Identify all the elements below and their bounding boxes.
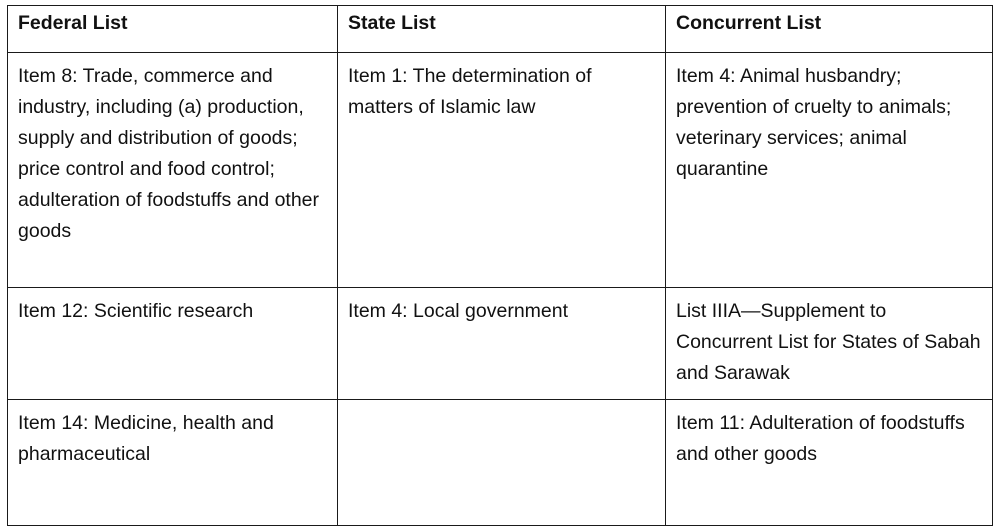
federal-list-cell: Item 12: Scientific research	[8, 288, 338, 400]
table-row	[8, 288, 993, 400]
concurrent-list-cell: Item 4: Animal husbandry; prevention of cruelty to animals; veterinary services; animal quarantine	[666, 53, 993, 288]
state-list-cell: Item 4: Local government	[338, 288, 666, 400]
federal-list-cell: Item 14: Medicine, health and pharmaceutical	[8, 400, 338, 526]
legislative-lists-table-container	[7, 5, 992, 525]
header-federal-list: Federal List	[8, 6, 338, 53]
table-row	[8, 53, 993, 288]
concurrent-list-cell: List IIIA—Supplement to Concurrent List for States of Sabah and Sarawak	[666, 288, 993, 400]
table-header-row	[8, 6, 993, 53]
state-list-cell: Item 1: The determination of matters of Islamic law	[338, 53, 666, 288]
federal-list-cell: Item 8: Trade, commerce and industry, including (a) production, supply and distribution of goods; price control and food control; adulteration of foodstuffs and other goods	[8, 53, 338, 288]
state-list-cell	[338, 400, 666, 526]
concurrent-list-cell: Item 11: Adulteration of foodstuffs and other goods	[666, 400, 993, 526]
header-state-list: State List	[338, 6, 666, 53]
legislative-lists-table	[7, 5, 993, 526]
header-concurrent-list: Concurrent List	[666, 6, 993, 53]
table-row	[8, 400, 993, 526]
